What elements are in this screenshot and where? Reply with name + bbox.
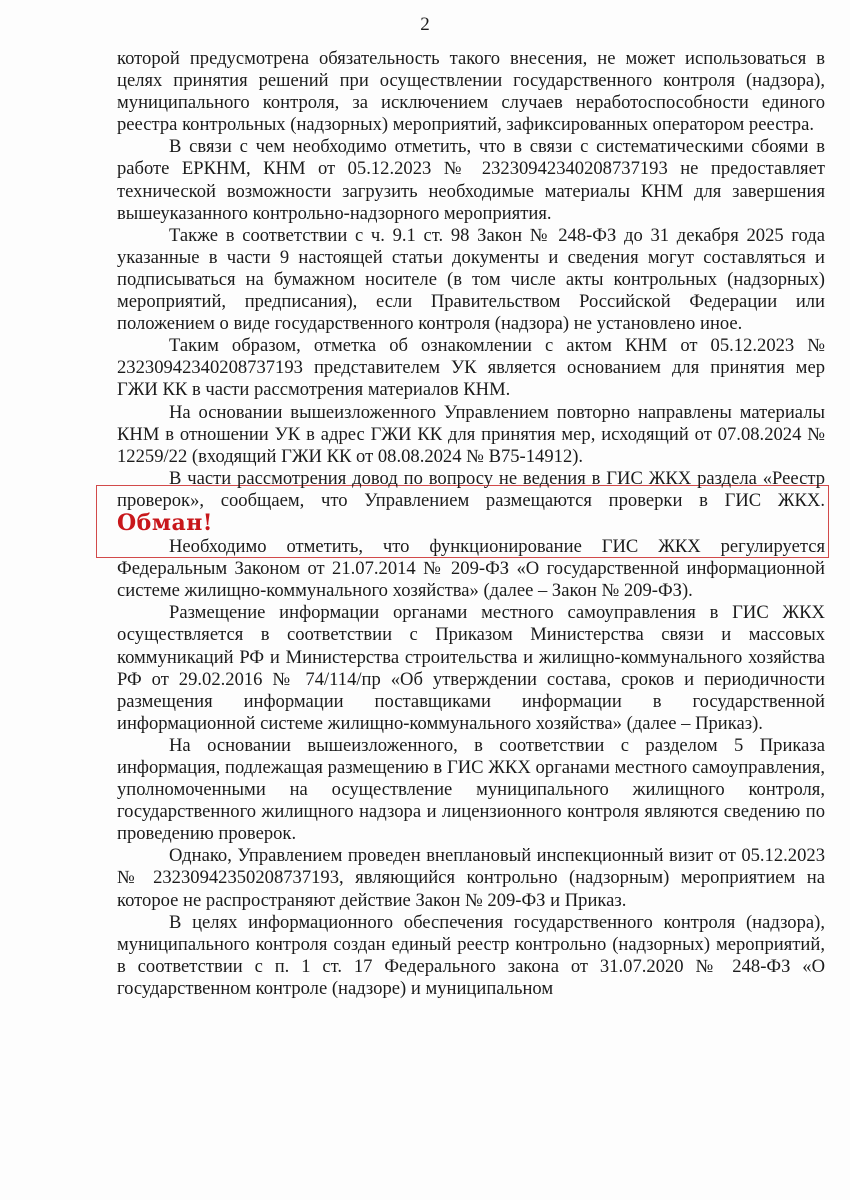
paragraph-highlighted bbox=[117, 468, 825, 536]
paragraph-paper-documents: Также в соответствии с ч. 9.1 ст. 98 Закон № 248-ФЗ до 31 декабря 2025 года указанные в части 9 настоящей статьи документы и сведения могут составляться и подписываться на бумажном носителе (в том числе акты контрольных (надзорных) мероприятий, предписания), если Правительством Российской Федерации или положением о виде государственного контроля (надзора) не установлено иное. bbox=[117, 224, 825, 335]
page-number: 2 bbox=[420, 14, 430, 35]
paragraph-inspection-visit: Однако, Управлением проведен внеплановый инспекционный визит от 05.12.2023 № 23230942350208737193, являющийся контрольно (надзорным) мероприятием на которое не распространяют действие Закон № 209-ФЗ и Приказ. bbox=[117, 845, 825, 911]
annotation-stamp: Обман! bbox=[117, 509, 213, 536]
paragraph-section5: На основании вышеизложенного, в соответствии с разделом 5 Приказа информация, подлежащая размещению в ГИС ЖКХ органами местного самоуправления, уполномоченными на осуществление муниципального жилищного контроля, государственного жилищного надзора и лицензионного контроля являются сведению по проведению проверок. bbox=[117, 734, 825, 845]
paragraph-conclusion: Таким образом, отметка об ознакомлении с актом КНМ от 05.12.2023 № 23230942340208737193 представителем УК является основанием для принятия мер ГЖИ КК в части рассмотрения материалов КНМ. bbox=[117, 335, 825, 401]
paragraph-materials-sent: На основании вышеизложенного Управлением повторно направлены материалы КНМ в отношении УК в адрес ГЖИ КК для принятия мер, исходящий от 07.08.2024 № 12259/22 (входящий ГЖИ КК от 08.08.2024 № В75-14912). bbox=[117, 401, 825, 467]
paragraph-continuation: которой предусмотрена обязательность такого внесения, не может использоваться в целях принятия решений при осуществлении государственного контроля (надзора), муниципального контроля, за исключением случаев неработоспособности единого реестра контрольных (надзорных) мероприятий, зафиксированных оператором реестра. bbox=[117, 48, 825, 136]
paragraph-order: Размещение информации органами местного самоуправления в ГИС ЖКХ осуществляется в соответствии с Приказом Министерства связи и массовых коммуникаций РФ и Министерства строительства и жилищно-коммунального хозяйства РФ от 29.02.2016 № 74/114/пр «Об утверждении состава, сроков и периодичности размещения информации поставщиками информации в государственной информационной системе жилищно-коммунального хозяйства» (далее – Приказ). bbox=[117, 602, 825, 734]
paragraph-erknm-failures: В связи с чем необходимо отметить, что в связи с систематическими сбоями в работе ЕРКНМ, КНМ от 05.12.2023 № 23230942340208737193 не предоставляет технической возможности загрузить необходимые материалы КНМ для завершения вышеуказанного контрольно-надзорного мероприятия. bbox=[117, 136, 825, 224]
paragraph-unified-registry: В целях информационного обеспечения государственного контроля (надзора), муниципального контроля создан единый реестр контрольно (надзорных) мероприятий, в соответствии с п. 1 ст. 17 Федерального закона от 31.07.2020 № 248-ФЗ «О государственном контроле (надзоре) и муниципальном bbox=[117, 911, 825, 999]
document-body bbox=[117, 48, 825, 1000]
paragraph-gis-law: Необходимо отметить, что функционирование ГИС ЖКХ регулируется Федеральным Законом от 21.07.2014 № 209-ФЗ «О государственной информационной системе жилищно-коммунального хозяйства» (далее – Закон № 209-ФЗ). bbox=[117, 536, 825, 602]
highlighted-text: В части рассмотрения довод по вопросу не ведения в ГИС ЖКХ раздела «Реестр проверок», сообщаем, что Управлением размещаются проверки в ГИС ЖКХ. bbox=[117, 467, 825, 511]
